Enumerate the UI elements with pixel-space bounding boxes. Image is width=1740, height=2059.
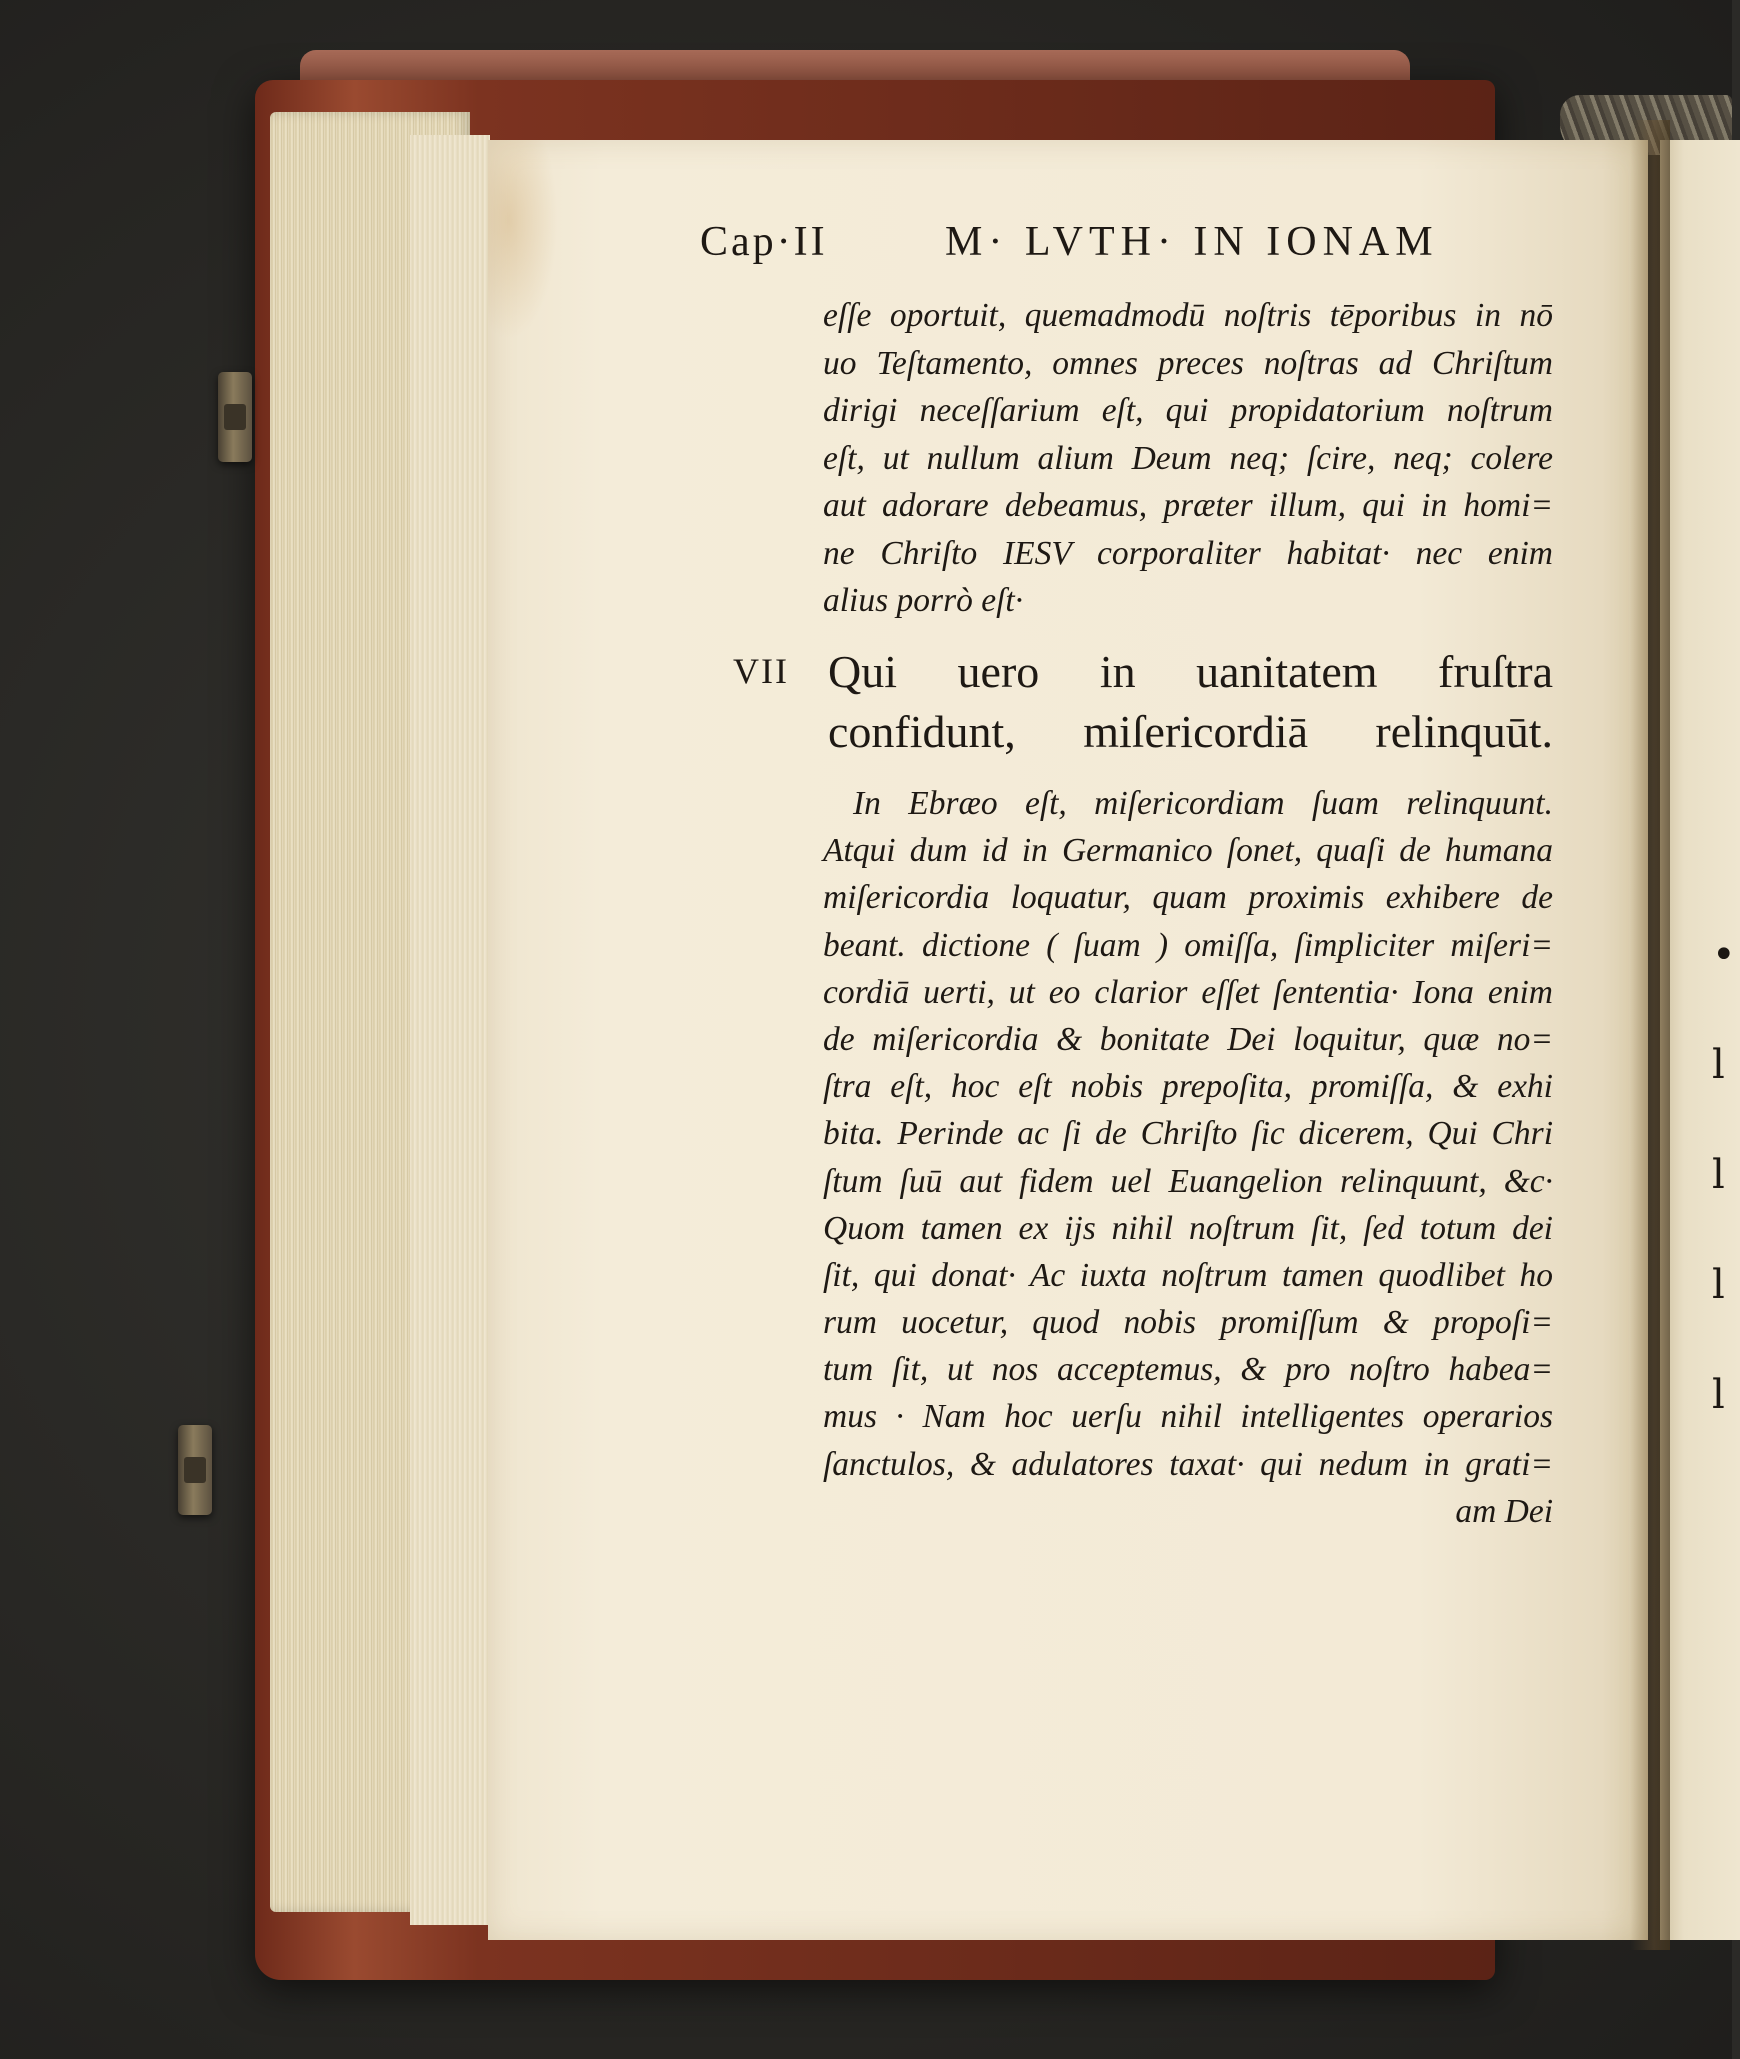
text-line: beant. dictione ( ſuam ) omiſſa, ſimpliciter miſeri=	[823, 926, 1553, 964]
page-edges-inner	[410, 135, 490, 1925]
verse-heading	[828, 642, 1553, 762]
text-line: In Ebræo eſt, miſericordiam ſuam relinquunt.	[853, 785, 1553, 822]
running-head-chapter: Cap·II	[700, 219, 828, 265]
text-line: cordiā uerti, ut eo clarior eſſet ſententia· Iona enim	[823, 973, 1553, 1011]
text-line: uo Teſtamento, omnes preces noſtras ad Chriſtum	[823, 344, 1553, 382]
text-line: de miſericordia & bonitate Dei loquitur, quæ no=	[823, 1020, 1553, 1058]
running-head-title: M· LVTH· IN IONAM	[945, 219, 1439, 265]
gutter-shadow	[1630, 120, 1670, 1950]
text-line: dirigi neceſſarium eſt, qui propidatorium noſtrum	[823, 392, 1553, 429]
text-line: alius porrò eſt·	[823, 582, 1024, 619]
catchword: am Dei	[1455, 1492, 1553, 1530]
section-number: VII	[733, 651, 789, 691]
text-line: rum uocetur, quod nobis promiſſum & propoſi=	[823, 1304, 1553, 1342]
body-text-top	[823, 292, 1553, 625]
text-line: ſtum ſuū aut fidem uel Euangelion relinquunt, &c·	[823, 1162, 1553, 1200]
text-line: Quom tamen ex ijs nihil noſtrum ſit, ſed totum dei	[823, 1209, 1553, 1247]
text-line: bita. Perinde ac ſi de Chriſto ſic dicerem, Qui Chri	[823, 1115, 1553, 1153]
text-line: miſericordia loquatur, quam proximis exhibere de	[823, 879, 1553, 917]
clasp-upper-icon	[218, 372, 252, 462]
text-line: tum ſit, ut nos acceptemus, & pro noſtro habea=	[823, 1351, 1553, 1389]
text-line: ſanctulos, & adulatores taxat· qui nedum in grati=	[823, 1445, 1553, 1483]
clasp-lower-icon	[178, 1425, 212, 1515]
text-line: ſtra eſt, hoc eſt nobis prepoſita, promiſſa, & exhi	[823, 1068, 1553, 1106]
page-stain	[488, 140, 558, 340]
verse-line: Qui uero in uanitatem fruſtra	[828, 646, 1553, 697]
right-page-marks: • l l l l	[1712, 932, 1736, 1418]
text-line: eſt, ut nullum alium Deum neq; ſcire, neq; colere	[823, 439, 1553, 477]
text-line: eſſe oportuit, quemadmodū noſtris tēporibus in nō	[823, 297, 1553, 334]
text-line: aut adorare debeamus, præter illum, qui in homi=	[823, 487, 1553, 524]
text-line: ſit, qui donat· Ac iuxta noſtrum tamen quodlibet ho	[823, 1256, 1553, 1294]
text-line: mus · Nam hoc uerſu nihil intelligentes operarios	[823, 1398, 1553, 1436]
text-line: Atqui dum id in Germanico ſonet, quaſi de humana	[823, 832, 1553, 870]
text-line: ne Chriſto IESV corporaliter habitat· nec enim	[823, 534, 1553, 572]
body-text-bottom	[823, 780, 1553, 1535]
verse-line: confidunt, miſericordiā relinquūt.	[828, 706, 1553, 757]
